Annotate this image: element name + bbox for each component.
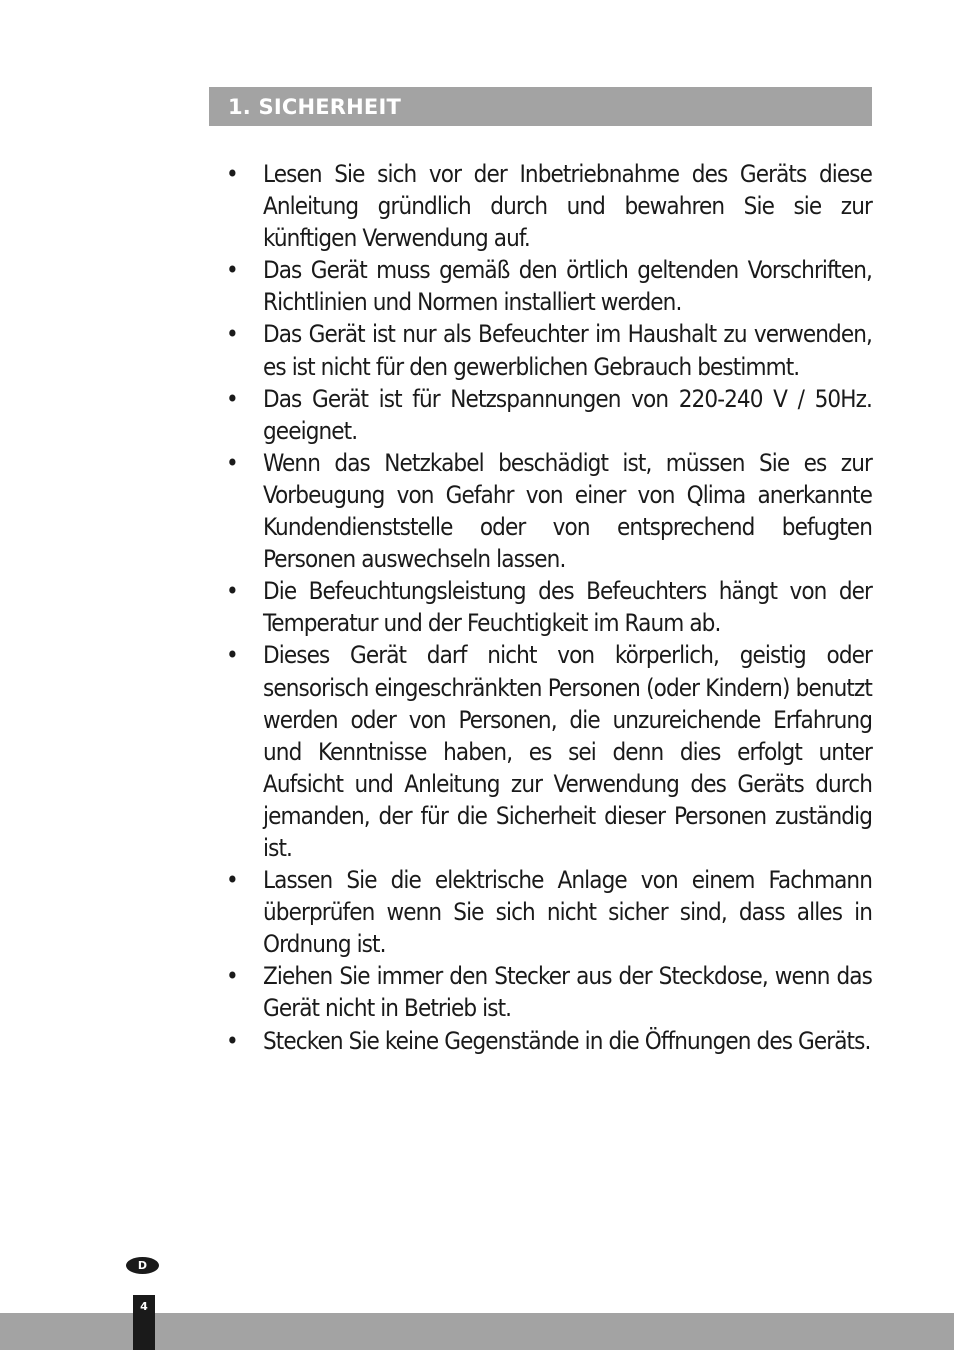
safety-list <box>226 158 872 1057</box>
list-item <box>226 158 872 254</box>
list-item-text: Ziehen Sie immer den Stecker aus der Steckdose, wenn das Gerät nicht in Betrieb ist. <box>263 962 872 1023</box>
list-item <box>226 1025 872 1057</box>
bullet-icon: • <box>226 866 239 895</box>
bullet-icon: • <box>226 962 239 991</box>
list-item-text: Lassen Sie die elektrische Anlage von einem Fachmann überprüfen wenn Sie sich nicht sicher sind, dass alles in Ordnung ist. <box>263 866 872 959</box>
bullet-icon: • <box>226 384 239 413</box>
bullet-icon: • <box>226 448 239 477</box>
bullet-icon: • <box>226 256 239 285</box>
list-item <box>226 447 872 575</box>
list-item-text: Lesen Sie sich vor der Inbetriebnahme des Geräts diese Anleitung gründlich durch und bewahren Sie sie zur künftigen Verwendung auf. <box>263 160 872 253</box>
bullet-icon: • <box>226 320 239 349</box>
list-item-text: Das Gerät muss gemäß den örtlich geltenden Vorschriften, Richtlinien und Normen installiert werden. <box>263 256 872 317</box>
bullet-icon: • <box>226 1026 239 1055</box>
list-item <box>226 383 872 447</box>
list-item-text: Das Gerät ist nur als Befeuchter im Haushalt zu verwenden, es ist nicht für den gewerblichen Gebrauch bestimmt. <box>263 320 872 381</box>
list-item <box>226 254 872 318</box>
section-header <box>209 87 872 126</box>
list-item-text: Die Befeuchtungsleistung des Befeuchters hängt von der Temperatur und der Feuchtigkeit im Raum ab. <box>263 577 872 638</box>
list-item <box>226 960 872 1024</box>
list-item-text: Dieses Gerät darf nicht von körperlich, geistig oder sensorisch eingeschränkten Personen (oder Kindern) benutzt werden oder von Personen, die unzureichende Erfahrung und Kenntnisse haben, es sei denn dies erfolgt unter Aufsicht und Anleitung zur Verwendung des Geräts durch jemanden, der für die Sicherheit dieser Personen zuständig ist. <box>263 641 872 862</box>
list-item <box>226 639 872 864</box>
list-item-text: Das Gerät ist für Netzspannungen von 220-240 V / 50Hz. geeignet. <box>263 384 872 445</box>
bullet-icon: • <box>226 577 239 606</box>
list-item <box>226 318 872 382</box>
bullet-icon: • <box>226 641 239 670</box>
page-number: 4 <box>133 1295 155 1350</box>
list-item <box>226 864 872 960</box>
list-item <box>226 575 872 639</box>
language-badge: D <box>126 1257 159 1274</box>
section-title: 1. SICHERHEIT <box>228 94 401 119</box>
list-item-text: Stecken Sie keine Gegenstände in die Öffnungen des Geräts. <box>263 1026 871 1055</box>
bullet-icon: • <box>226 160 239 188</box>
list-item-text: Wenn das Netzkabel beschädigt ist, müssen Sie es zur Vorbeugung von Gefahr von einer von Qlima anerkannte Kundendienststelle oder von entsprechend befugten Personen auswechseln lassen. <box>263 448 872 574</box>
